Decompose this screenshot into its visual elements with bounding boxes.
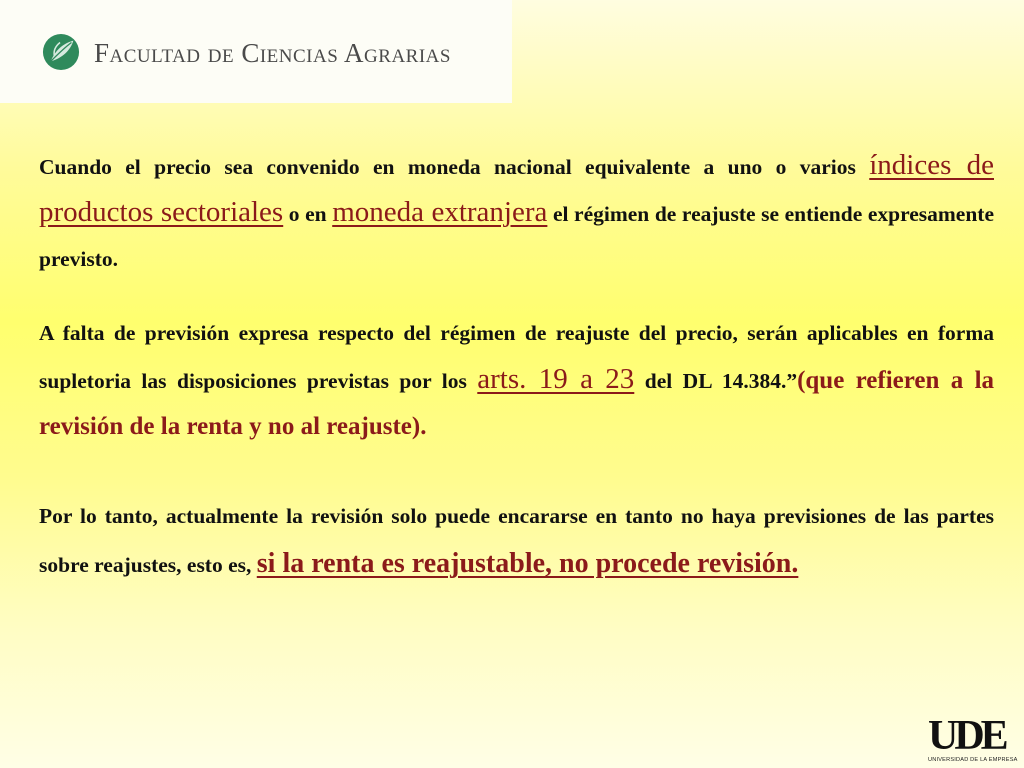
paragraph-2-text-a: A falta de previsión expresa respecto del régimen de reajuste del precio, serán aplicables en forma supletoria las disposiciones previstas por los: [39, 321, 994, 393]
paragraph-1-text-b: o en: [283, 202, 333, 226]
highlight-moneda-extranjera: moneda extranjera: [332, 196, 548, 228]
paragraph-2-text-b: del DL 14.384.”: [634, 369, 798, 393]
ude-logo: [928, 713, 1020, 766]
paragraph-1-text-c: el régimen de reajuste se entiende expresamente previsto.: [39, 202, 994, 271]
paragraph-1: [39, 143, 994, 282]
ude-logo-mark: UDE: [928, 713, 1005, 759]
ude-logo-subtitle: UNIVERSIDAD DE LA EMPRESA: [928, 757, 1018, 763]
faculty-title: Facultad de Ciencias Agrarias: [94, 38, 451, 68]
highlight-articles: arts. 19 a 23: [477, 363, 635, 395]
paragraph-3: [39, 493, 994, 589]
paragraph-2-note: (que refieren a la revisión de la renta y no al reajuste).: [39, 367, 995, 440]
paragraph-2: [39, 310, 994, 450]
header-banner: [0, 0, 512, 103]
highlight-indices: índices de productos sectoriales: [39, 149, 994, 228]
paragraph-3-text-a: Por lo tanto, actualmente la revisión solo puede encararse en tanto no haya previsiones de las partes sobre reajustes, esto es,: [39, 504, 994, 577]
leaf-icon: [42, 33, 80, 71]
paragraph-1-text-a: Cuando el precio sea convenido en moneda nacional equivalente a uno o varios: [39, 155, 870, 179]
highlight-conclusion: si la renta es reajustable, no procede revisión.: [256, 548, 799, 579]
